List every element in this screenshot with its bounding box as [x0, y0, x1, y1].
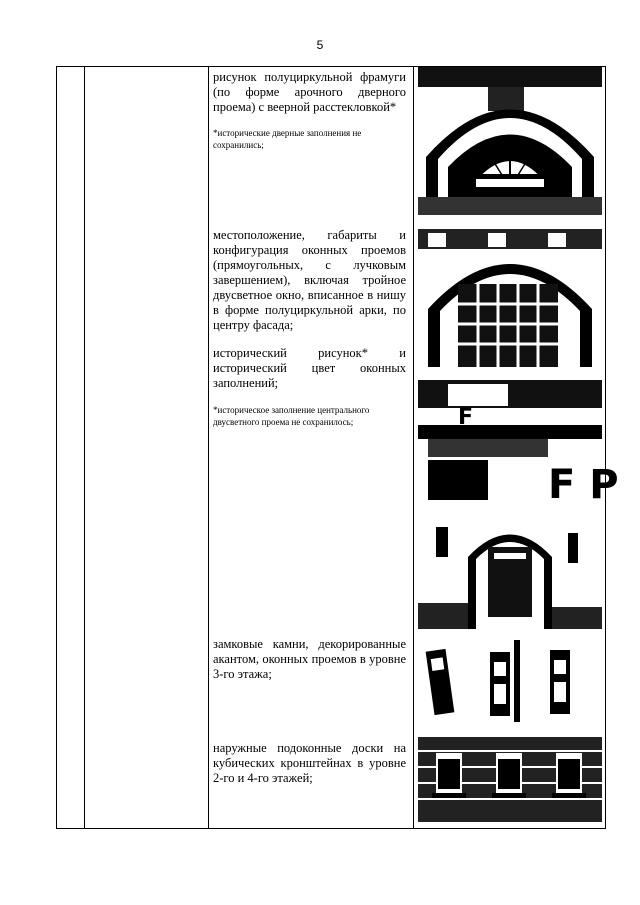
page-number: 5: [316, 38, 324, 52]
facade-balcony-photo: [418, 380, 619, 508]
arched-door-transom-photo: [418, 67, 602, 215]
window-fill-description: исторический рисунок* и исторический цвет оконных заполнений;: [213, 346, 406, 390]
door-footnote: *исторические дверные заполнения не сохранились;: [213, 128, 362, 150]
arched-doorway-photo: [418, 517, 602, 629]
column-divider: [208, 67, 209, 828]
keystones-description: замковые камни, декорированные акантом, оконных проемов в уровне 3-го этажа;: [213, 637, 406, 681]
window-openings-description: местоположение, габариты и конфигурация оконных проемов (прямоугольных, с лучковым завершением), включая тройное двусветное окно, вписанное в нишу в форме полуциркульной арки, по центру фасада;: [213, 228, 406, 332]
column-divider: [413, 67, 414, 828]
transom-description: рисунок полуциркульной фрамуги (по форме арочного дверного проема) с веерной расстекловкой*: [213, 70, 406, 114]
central-arched-window-photo: [418, 229, 602, 367]
window-sills-photo: [418, 737, 602, 822]
window-footnote: *историческое заполнение центрального двусветного проема не сохранилось;: [213, 405, 370, 427]
column-divider: [84, 67, 85, 828]
svg-text:F P: F P: [548, 462, 619, 508]
svg-text:F: F: [458, 405, 474, 430]
sills-description: наружные подоконные доски на кубических кронштейнах в уровне 2-го и 4-го этажей;: [213, 741, 406, 785]
keystone-windows-photo: [418, 640, 602, 722]
